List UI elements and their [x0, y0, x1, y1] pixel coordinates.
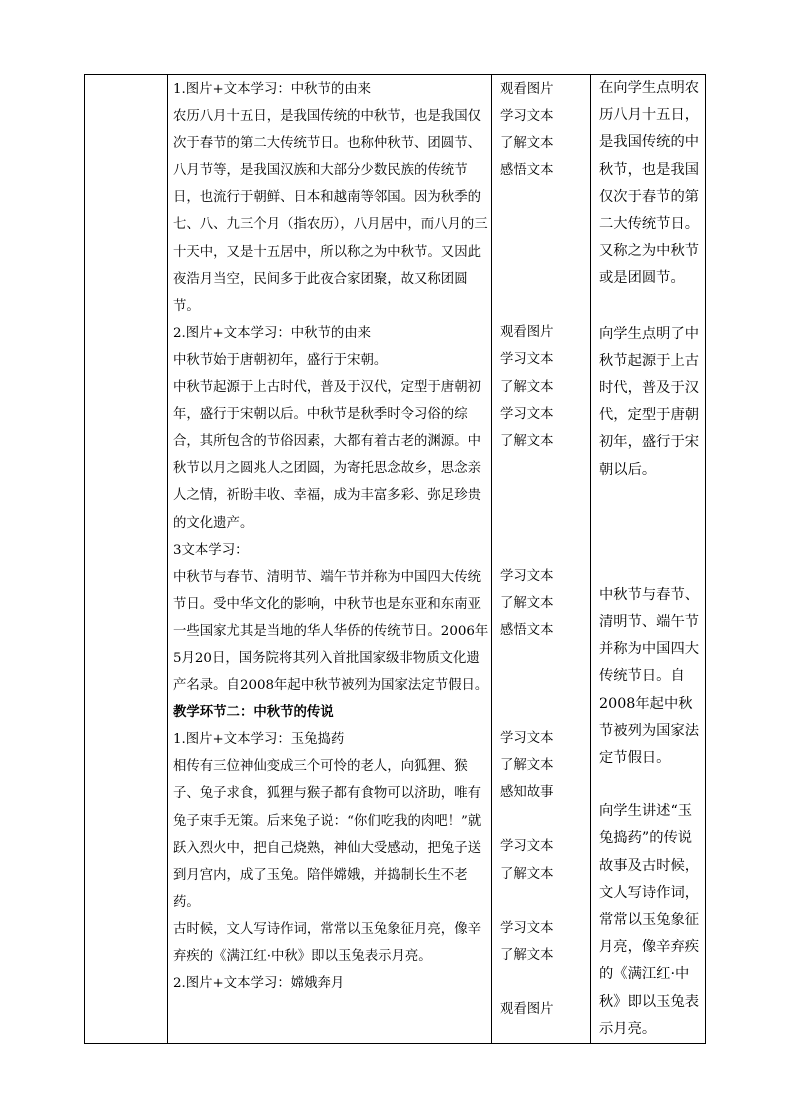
activity-item: 了解文本 [500, 595, 554, 611]
activity-item: 观看图片 [500, 82, 554, 97]
activity-item: 学习文本 [500, 352, 554, 368]
content-text [168, 75, 491, 997]
activity-item: 学习文本 [500, 568, 554, 584]
activity-item: 了解文本 [500, 136, 554, 152]
note-3: 中秋节与春节、清明节、端午节并称为中国四大传统节日。自2008年起中秋节被列为国家法定节假日。 [599, 586, 700, 767]
stage-column [85, 75, 168, 1044]
activity-item: 观看图片 [500, 1001, 554, 1017]
section2-title: 2.图片+文本学习：中秋节的由来 [173, 325, 372, 341]
note-1: 在向学生点明农历八月十五日，是我国传统的中秋节，也是我国仅次于春节的第二大传统节日。又称之为中秋节或是团圆节。 [599, 80, 700, 287]
activity-item: 学习文本 [500, 839, 554, 855]
activity-item: 感悟文本 [500, 623, 554, 639]
section4-paragraph2: 古时候，文人写诗作词，常常以玉兔象征月亮，像辛弃疾的《满江红·中秋》即以玉兔表示月亮。 [173, 921, 481, 964]
activity-item: 学习文本 [500, 920, 554, 936]
content-column [168, 75, 492, 1044]
activity-list [492, 75, 590, 1023]
activity-item: 了解文本 [500, 947, 554, 963]
section3-title: 3文本学习： [173, 542, 249, 558]
section4-title: 1.图片+文本学习：玉兔捣药 [173, 732, 345, 748]
note-2: 向学生点明了中秋节起源于上古时代，普及于汉代，定型于唐朝初年，盛行于宋朝以后。 [599, 325, 700, 478]
activity-item: 了解文本 [500, 758, 554, 774]
section2-paragraph2: 中秋节起源于上古时代，普及于汉代，定型于唐朝初年，盛行于宋朝以后。中秋节是秋季时令习俗的综合，其所包含的节俗因素，大都有着古老的渊源。中秋节以月之圆兆人之团圆，为寄托思念故乡，思念亲人之情，祈盼丰收、幸福，成为丰富多彩、弥足珍贵的文化遗产。 [173, 380, 481, 531]
intent-column [591, 75, 706, 1044]
section4-heading: 教学环节二：中秋节的传说 [173, 704, 334, 721]
activity-column [492, 75, 591, 1044]
activity-item: 了解文本 [500, 433, 554, 449]
section3-text: 中秋节与春节、清明节、端午节并称为中国四大传统节日。受中华文化的影响，中秋节也是东亚和东南亚一些国家尤其是当地的华人华侨的传统节日。2006年5月20日，国务院将其列入首批国家级非物质文化遗产名录。自2008年起中秋节被列为国家法定节假日。 [173, 569, 489, 694]
activity-item: 感悟文本 [500, 163, 554, 179]
activity-item: 观看图片 [500, 325, 554, 341]
activity-item: 学习文本 [500, 109, 554, 125]
activity-item: 学习文本 [500, 406, 554, 422]
activity-item: 学习文本 [500, 731, 554, 747]
section5-title: 2.图片+文本学习：嫦娥奔月 [173, 976, 345, 992]
activity-item: 了解文本 [500, 866, 554, 882]
section1-text: 农历八月十五日，是我国传统的中秋节，也是我国仅次于春节的第二大传统节日。也称仲秋节、团圆节、八月节等，是我国汉族和大部分少数民族的传统节日，也流行于朝鲜、日本和越南等邻国。因为秋季的七、八、九三个月（指农历），八月居中，而八月的三十天中，又是十五居中，所以称之为中秋节。又因此夜浩月当空，民间多于此夜合家团聚，故又称团圆节。 [173, 109, 488, 314]
section4-paragraph1: 相传有三位神仙变成三个可怜的老人，向狐狸、猴子、兔子求食，狐狸与猴子都有食物可以济助，唯有兔子束手无策。后来兔子说：“你们吃我的肉吧！”就跃入烈火中，把自己烧熟，神仙大受感动，把兔子送到月宫内，成了玉兔。陪伴嫦娥，并捣制长生不老药。 [173, 759, 482, 910]
activity-item: 了解文本 [500, 379, 554, 395]
note-4: 向学生讲述“玉兔捣药”的传说故事及古时候，文人写诗作词，常常以玉兔象征月亮，像辛弃疾的《满江红·中秋》即以玉兔表示月亮。 [599, 803, 700, 1037]
section1-title: 1.图片+文本学习：中秋节的由来 [173, 82, 372, 97]
lesson-table [84, 74, 706, 1044]
activity-item: 感知故事 [500, 785, 554, 801]
section2-paragraph1: 中秋节始于唐朝初年，盛行于宋朝。 [173, 352, 388, 368]
